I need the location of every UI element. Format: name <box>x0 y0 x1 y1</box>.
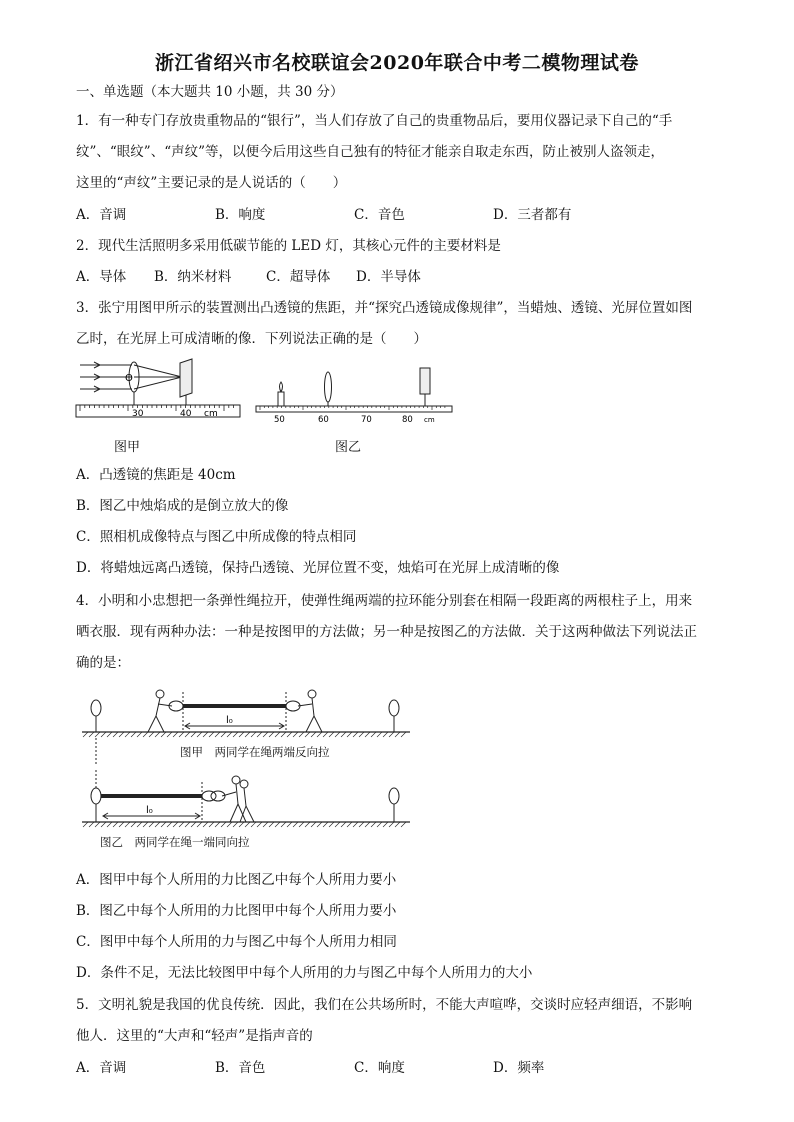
rope-length-label-yi: l₀ <box>146 805 153 816</box>
ground-hatch <box>113 822 118 827</box>
ground-hatch <box>311 822 316 827</box>
bench-tick-label-60: 60 <box>318 415 329 425</box>
ground-hatch <box>131 822 136 827</box>
ground-hatch <box>299 732 304 737</box>
ground-hatch <box>389 822 394 827</box>
ground-hatch <box>263 822 268 827</box>
ground-hatch <box>155 732 160 737</box>
ground-hatch <box>275 732 280 737</box>
ground-hatch <box>281 732 286 737</box>
ground-hatch <box>257 732 262 737</box>
ground-hatch <box>245 732 250 737</box>
ground-hatch <box>191 822 196 827</box>
ground-hatch <box>161 732 166 737</box>
q1-option-b[interactable]: B．响度 <box>215 207 266 223</box>
ground-hatch <box>215 822 220 827</box>
ground-hatch <box>347 822 352 827</box>
ground-hatch <box>95 822 100 827</box>
ground-hatch <box>329 822 334 827</box>
ground-hatch <box>371 822 376 827</box>
ground-hatch <box>305 732 310 737</box>
ground-hatch <box>269 732 274 737</box>
q4-figure-jia-caption: 图甲 两同学在绳两端反向拉 <box>180 745 330 759</box>
ground-hatch <box>167 732 172 737</box>
ground-hatch <box>293 822 298 827</box>
ground-hatch <box>377 732 382 737</box>
ground-hatch <box>359 732 364 737</box>
q5-option-b[interactable]: B．音色 <box>215 1060 266 1076</box>
ground-hatch <box>143 732 148 737</box>
ground-hatch <box>377 822 382 827</box>
ground-hatch <box>215 732 220 737</box>
q3-figure-jia <box>74 355 244 425</box>
ground-hatch <box>269 822 274 827</box>
ground-hatch <box>281 822 286 827</box>
ground-hatch <box>323 822 328 827</box>
q5-line-2: 他人．这里的“大声和“轻声”是指声音的 <box>76 1028 313 1044</box>
ruler-tick-label-40: 40 <box>180 409 192 419</box>
ground-hatch <box>107 822 112 827</box>
q4-figure-yi <box>76 770 412 832</box>
ground-hatch <box>101 732 106 737</box>
q3-option-d[interactable]: D．将蜡烛远离凸透镜，保持凸透镜、光屏位置不变，烛焰可在光屏上成清晰的像 <box>76 560 560 576</box>
ground-hatch <box>317 822 322 827</box>
ground-hatch <box>335 732 340 737</box>
ground-hatch <box>185 732 190 737</box>
ground-hatch <box>227 822 232 827</box>
q1-line-1: 1．有一种专门存放贵重物品的“银行”，当人们存放了自己的贵重物品后，要用仪器记录下自己的“手 <box>76 113 673 129</box>
ground-hatch <box>383 822 388 827</box>
ground-hatch <box>197 732 202 737</box>
q4-option-a[interactable]: A．图甲中每个人所用的力比图乙中每个人所用力要小 <box>76 872 397 888</box>
q4-option-b[interactable]: B．图乙中每个人所用的力比图甲中每个人所用力要小 <box>76 903 397 919</box>
ground-hatch <box>173 822 178 827</box>
q3-figure-yi <box>254 362 454 424</box>
q4-figure-yi-caption: 图乙 两同学在绳一端同向拉 <box>100 835 250 849</box>
ground-hatch <box>119 822 124 827</box>
ground-hatch <box>263 732 268 737</box>
q4-line-3: 确的是： <box>76 655 130 671</box>
bench-tick-label-50: 50 <box>274 415 285 425</box>
ground-hatch <box>323 732 328 737</box>
bench-unit-label: cm <box>424 416 435 424</box>
ground-hatch <box>233 822 238 827</box>
ground-hatch <box>113 732 118 737</box>
ground-hatch <box>245 822 250 827</box>
q4-line-2: 晒衣服．现有两种办法：一种是按图甲的方法做；另一种是按图乙的方法做．关于这两种做法下列说法正 <box>76 624 697 640</box>
q3-figure-jia-caption: 图甲 <box>114 440 141 455</box>
ground-hatch <box>101 822 106 827</box>
ground-hatch <box>203 732 208 737</box>
bench-tick-label-80: 80 <box>402 415 413 425</box>
q3-line-2: 乙时，在光屏上可成清晰的像．下列说法正确的是（ ） <box>76 331 427 347</box>
section-heading: 一、单选题（本大题共 10 小题，共 30 分） <box>76 84 344 100</box>
page-title: 浙江省绍兴市名校联谊会2020年联合中考二模物理试卷 <box>155 52 639 74</box>
q2-option-d[interactable]: D．半导体 <box>356 269 421 285</box>
q2-option-a[interactable]: A．导体 <box>76 269 127 285</box>
ground-hatch <box>167 822 172 827</box>
ground-hatch <box>107 732 112 737</box>
ground-hatch <box>95 732 100 737</box>
lens-o-label: O <box>125 373 133 384</box>
ground-hatch <box>227 732 232 737</box>
ground-hatch <box>221 732 226 737</box>
ground-hatch <box>389 732 394 737</box>
ground-hatch <box>335 822 340 827</box>
ground-hatch <box>305 822 310 827</box>
ground-hatch <box>149 732 154 737</box>
q1-option-a[interactable]: A．音调 <box>76 207 127 223</box>
ground-hatch <box>83 822 88 827</box>
ground-hatch <box>251 732 256 737</box>
q3-option-a[interactable]: A．凸透镜的焦距是 40cm <box>76 467 236 483</box>
ground-hatch <box>239 732 244 737</box>
ground-hatch <box>209 822 214 827</box>
ground-hatch <box>257 822 262 827</box>
ground-hatch <box>275 822 280 827</box>
rope-length-label-jia: l₀ <box>226 715 233 726</box>
q4-option-c[interactable]: C．图甲中每个人所用的力与图乙中每个人所用力相同 <box>76 934 397 950</box>
ground-hatch <box>173 732 178 737</box>
ground-hatch <box>371 732 376 737</box>
ground-hatch <box>341 822 346 827</box>
q3-option-c[interactable]: C．照相机成像特点与图乙中所成像的特点相同 <box>76 529 357 545</box>
ground-hatch <box>131 732 136 737</box>
ground-hatch <box>83 732 88 737</box>
q5-line-1: 5．文明礼貌是我国的优良传统．因此，我们在公共场所时，不能大声喧哗，交谈时应轻声细语，不影响 <box>76 997 693 1013</box>
q5-option-d[interactable]: D．频率 <box>493 1060 545 1076</box>
ground-hatch <box>347 732 352 737</box>
ground-hatch <box>383 732 388 737</box>
q5-option-a[interactable]: A．音调 <box>76 1060 127 1076</box>
q3-figure-yi-caption: 图乙 <box>335 440 362 455</box>
ground-hatch <box>209 732 214 737</box>
ground-hatch <box>329 732 334 737</box>
q2-option-b[interactable]: B．纳米材料 <box>154 269 232 285</box>
ground-hatch <box>359 822 364 827</box>
ground-hatch <box>203 822 208 827</box>
ground-hatch <box>155 822 160 827</box>
q1-option-d[interactable]: D．三者都有 <box>493 207 572 223</box>
ground-hatch <box>395 822 400 827</box>
q1-line-2: 纹”、“眼纹”、“声纹”等，以便今后用这些自己独有的特征才能亲自取走东西，防止被别人盗领走， <box>76 144 665 160</box>
ground-hatch <box>221 822 226 827</box>
ground-hatch <box>341 732 346 737</box>
ground-hatch <box>191 732 196 737</box>
ground-hatch <box>239 822 244 827</box>
ground-hatch <box>161 822 166 827</box>
ruler-tick-label-30: 30 <box>132 409 144 419</box>
ground-hatch <box>119 732 124 737</box>
ground-hatch <box>401 732 406 737</box>
ground-hatch <box>233 732 238 737</box>
ground-hatch <box>179 822 184 827</box>
q1-option-c[interactable]: C．音色 <box>354 207 405 223</box>
ground-hatch <box>89 822 94 827</box>
ground-hatch <box>365 732 370 737</box>
ground-hatch <box>89 732 94 737</box>
q4-line-1: 4．小明和小忠想把一条弹性绳拉开，使弹性绳两端的拉环能分别套在相隔一段距离的两根柱子上，用来 <box>76 593 693 609</box>
ground-hatch <box>293 732 298 737</box>
q2-line-1: 2．现代生活照明多采用低碳节能的 LED 灯，其核心元件的主要材料是 <box>76 238 501 254</box>
ground-hatch <box>185 822 190 827</box>
ground-hatch <box>395 732 400 737</box>
q3-option-b[interactable]: B．图乙中烛焰成的是倒立放大的像 <box>76 498 289 514</box>
ground-hatch <box>287 822 292 827</box>
ground-hatch <box>311 732 316 737</box>
ground-hatch <box>137 822 142 827</box>
q5-option-c[interactable]: C．响度 <box>354 1060 405 1076</box>
bench-tick-label-70: 70 <box>361 415 372 425</box>
ruler-unit-label: cm <box>204 409 218 419</box>
q3-line-1: 3．张宁用图甲所示的装置测出凸透镜的焦距，并“探究凸透镜成像规律”，当蜡烛、透镜、光屏位置如图 <box>76 300 693 316</box>
q4-option-d[interactable]: D．条件不足，无法比较图甲中每个人所用的力与图乙中每个人所用力的大小 <box>76 965 533 981</box>
q2-option-c[interactable]: C．超导体 <box>266 269 331 285</box>
ground-hatch <box>197 822 202 827</box>
ground-hatch <box>125 822 130 827</box>
ground-hatch <box>353 822 358 827</box>
ground-hatch <box>401 822 406 827</box>
ground-hatch <box>125 732 130 737</box>
q1-line-3: 这里的“声纹”主要记录的是人说话的（ ） <box>76 175 347 191</box>
ground-hatch <box>353 732 358 737</box>
ground-hatch <box>137 732 142 737</box>
ground-hatch <box>149 822 154 827</box>
ground-hatch <box>179 732 184 737</box>
ground-hatch <box>317 732 322 737</box>
ground-hatch <box>143 822 148 827</box>
ground-hatch <box>251 822 256 827</box>
ground-hatch <box>287 732 292 737</box>
ground-hatch <box>365 822 370 827</box>
ground-hatch <box>299 822 304 827</box>
